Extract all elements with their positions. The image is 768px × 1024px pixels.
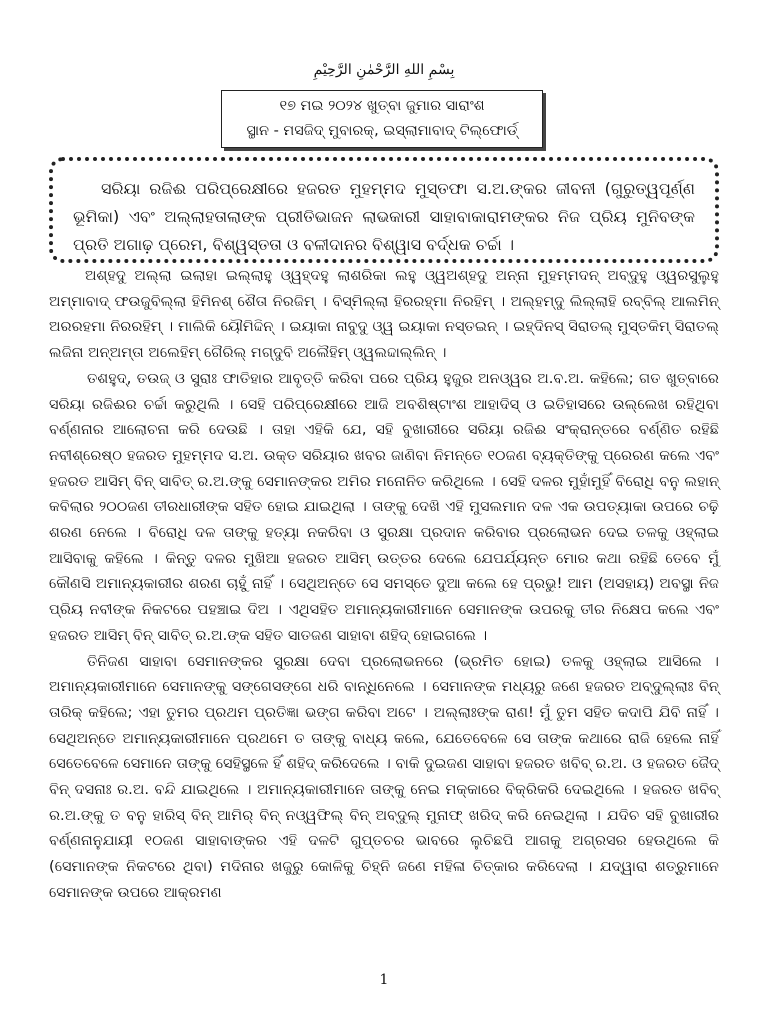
location-line: ସ୍ଥାନ - ମସଜିଦ୍ ମୁବାରକ୍, ଇସ୍‌ଲାମାବାଦ୍ ଟିଲ୍‌ଫୋର୍ଡ୍ bbox=[246, 123, 518, 139]
khutba-title: ୧୭ ମଇ ୨୦୨୪ ଖୁତ୍‌ବା ଜୁମାର ସାରାଂଶ bbox=[279, 98, 485, 114]
summary-box: ସରିୟା ରଜିଈ ପରିପ୍ରେକ୍ଷୀରେ ହଜରତ ମୁହମ୍ମଦ ମୁସ୍ତଫା ସ.ଅ.ଙ୍କର ଜୀବନୀ (ଗୁରୁତ୍ୱପୂର୍ଣ୍ଣ ଭୂମିକା) ଏବଂ ଅଲ୍ଲାହତାଲାଙ୍କ ପ୍ରୀତିଭାଜନ ଲାଭକାରୀ ସାହାବାକାରାମଙ୍କର ନିଜ ପ୍ରିୟ ମୁନିବଙ୍କ ପ୍ରତି ଅଗାଢ଼ ପ୍ରେମ, ବିଶ୍ୱସ୍ତତା ଓ ବଳୀଦାନର ବିଶ୍ୱାସ ବର୍ଦ୍ଧକ ଚର୍ଚ୍ଚା । bbox=[49, 157, 719, 263]
page-number: 1 bbox=[379, 972, 389, 988]
body-text bbox=[49, 263, 719, 906]
arabic-transliteration-paragraph: ଅଶ୍‌ହଦୁ ଅଲ୍ଲା ଇଲାହା ଇଲ୍ଲାହୁ ଓ୍ୱହ୍‌ଦହୁ ଲାଶରିକା ଲହୁ ଓ୍ୱଅଶ୍‌ହଦୁ ଅନ୍ନା ମୁହମ୍ମଦନ୍ ଅବ୍‌ଦୁହୁ ଓ୍ୱରସୁଲୁହୁ ଅମ୍ମାବାଦ୍ ଫଉଜୁବିଲ୍ଲା ହିମିନଶ୍ ଶୈତା ନିରଜିମ୍ । ବିସ୍‌ମିଲ୍ଲା ହିରରହ୍‌ମା ନିରହିମ୍ । ଅଲ୍‌ହମ୍‌ଦୁ ଲିଲ୍ଲାହି ରବ୍ବିଲ୍ ଆଲମିନ୍ ଅରରହମା ନିରରହିମ୍ । ମାଲିକି ୟୌମିଦ୍ଦିନ୍ । ଇୟାକା ନାବୁଦୁ ଓ୍ୱ ଇୟାକା ନସ୍ତଇନ୍ । ଇହ୍‌ଦିନସ୍ ସିରାତଲ୍ ମୁସ୍ତକିମ୍ ସିରାତଲ୍ ଲଜିନା ଅନ୍‌ଅମ୍‌ତା ଅଲେହିମ୍ ଗୈରିଲ୍ ମଗ୍‌ଦୁବି ଅଲୈହିମ୍ ଓ୍ୱଲଦ୍ଦାଲ୍ଲିନ୍ । bbox=[49, 267, 719, 362]
body-paragraph-1: ତଶହୁଦ୍, ତଉଜ୍ ଓ ସୁରାଃ ଫାତିହାର ଆବୃତ୍ତି କରିବା ପରେ ପ୍ରିୟ ହୁଜୁର ଅନଓ୍ୱର ଅ.ବ.ଅ. କହିଲେ; ଗତ ଖୁତ୍‌ବାରେ ସରିୟା ରଜିଈର ଚର୍ଚ୍ଚା କରୁଥିଲି । ସେହି ପରିପ୍ରେକ୍ଷୀରେ ଆଜି ଅବଶିଷ୍ଟାଂଶ ଆହାଦିସ୍ ଓ ଇତିହାସରେ ଉଲ୍ଲେଖ ରହିଥିବା ବର୍ଣ୍ଣନାର ଆଲୋଚନା କରି ଦେଉଛି । ତାହା ଏହିକି ଯେ, ସହି ବୁଖାରୀରେ ସରିୟା ରଜିଈ ସଂକ୍ରାନ୍ତରେ ବର୍ଣ୍ଣିତ ରହିଛି ନବୀଶ୍ରେଷ୍ଠ ହଜରତ ମୁହମ୍ମଦ ସ.ଅ. ଉକ୍ତ ସରିୟାର ଖବର ଜାଣିବା ନିମନ୍ତେ ୧୦ଜଣ ବ୍ୟକ୍ତିଙ୍କୁ ପ୍ରେରଣ କଲେ ଏବଂ ହଜରତ ଆସିମ୍ ବିନ୍ ସାବିତ୍ ର.ଅ.ଙ୍କୁ ସେମାନଙ୍କର ଅମିର ମନୋନିତ କରିଥିଲେ । ସେହି ଦଳର ମୁହାଁମୁହିଁ ବିରୋଧି ବନୁ ଲହାନ୍ କବିଲାର ୨୦୦ଜଣ ତୀରଧାରୀଙ୍କ ସହିତ ହୋଇ ଯାଇଥିଲା । ତାଙ୍କୁ ଦେଖି ଏହି ମୁସଲମାନ ଦଳ ଏକ ଉପତ୍ୟାକା ଉପରେ ଚଢ଼ି ଶରଣ ନେଲେ । ବିରୋଧି ଦଳ ତାଙ୍କୁ ହତ୍ୟା ନକରିବା ଓ ସୁରକ୍ଷା ପ୍ରଦାନ କରିବାର ପ୍ରଲୋଭନ ଦେଇ ତଳକୁ ଓହ୍ଲାଇ ଆସିବାକୁ କହିଲେ । କିନ୍ତୁ ଦଳର ମୁଖିଆ ହଜରତ ଆସିମ୍ ଉତ୍ତର ଦେଲେ ଯେପର୍ଯ୍ୟନ୍ତ ମୋର କଥା ରହିଛି ତେବେ ମୁଁ କୌଣସି ଅମାନ୍ୟକାରୀର ଶରଣ ଚାହୁଁ ନାହିଁ । ସେଥିଅନ୍ତେ ସେ ସମସ୍ତେ ଦୁଆ କଲେ ହେ ପ୍ରଭୁ! ଆମ (ଅସହାୟ) ଅବସ୍ଥା ନିଜ ପ୍ରିୟ ନବୀଙ୍କ ନିକଟରେ ପହଞ୍ଚାଇ ଦିଅ । ଏଥିସହିତ ଅମାନ୍ୟକାରୀମାନେ ସେମାନଙ୍କ ଉପରକୁ ତୀର ନିକ୍ଷେପ କଲେ ଏବଂ ହଜରତ ଆସିମ୍ ବିନ୍ ସାବିତ୍ ର.ଅ.ଙ୍କ ସହିତ ସାତଜଣ ସାହାବା ଶହିଦ୍ ହୋଇଗଲେ । bbox=[49, 369, 719, 644]
bismillah-heading: بِسْمِ اللهِ الرَّحْمٰنِ الرَّحِيْمِ bbox=[313, 62, 455, 78]
body-paragraph-2: ତିନିଜଣ ସାହାବା ସେମାନଙ୍କର ସୁରକ୍ଷା ଦେବା ପ୍ରଲୋଭନରେ (ଭ୍ରମିତ ହୋଇ) ତଳକୁ ଓହ୍ଲାଇ ଆସିଲେ । ଅମାନ୍ୟକାରୀମାନେ ସେମାନଙ୍କୁ ସଙ୍ଗେସଙ୍ଗେ ଧରି ବାନ୍ଧିନେଲେ । ସେମାନଙ୍କ ମଧ୍ୟରୁ ଜଣେ ହଜରତ ଅବ୍‌ଦୁଲ୍ଲାଃ ବିନ୍ ତାରିକ୍ କହିଲେ; ଏହା ତୁମର ପ୍ରଥମ ପ୍ରତିଜ୍ଞା ଭଙ୍ଗ କରିବା ଅଟେ । ଅଲ୍ଲାଃଙ୍କ ରାଣ! ମୁଁ ତୁମ ସହିତ କଦାପି ଯିବି ନାହିଁ । ସେଥିଅନ୍ତେ ଅମାନ୍ୟକାରୀମାନେ ପ୍ରଥମେ ତ ତାଙ୍କୁ ବାଧ୍ୟ କଲେ, ଯେତେବେଳେ ସେ ତାଙ୍କ କଥାରେ ରାଜି ହେଲେ ନାହିଁ ସେତେବେଳେ ସେମାନେ ତାଙ୍କୁ ସେହିସ୍ଥଳେ ହିଁ ଶହିଦ୍ କରିଦେଲେ । ବାକି ଦୁଇଜଣ ସାହାବା ହଜରତ ଖବିବ୍ ର.ଅ. ଓ ହଜରତ ଜୈଦ୍ ବିନ୍ ଦସନାଃ ର.ଅ. ବନ୍ଦି ଯାଇଥିଲେ । ଅମାନ୍ୟକାରୀମାନେ ତାଙ୍କୁ ନେଇ ମକ୍କାରେ ବିକ୍ରିକରି ଦେଇଥିଲେ । ହଜରତ ଖବିବ୍ ର.ଅ.ଙ୍କୁ ତ ବନୁ ହାରିସ୍ ବିନ୍ ଆମିର୍ ବିନ୍ ନଓ୍ୱଫିଲ୍ ବିନ୍ ଅବ୍‌ଦୁଲ୍ ମୁନାଫ୍ ଖରିଦ୍ କରି ନେଇଥିଲା । ଯଦିଚ ସହି ବୁଖାରୀର ବର୍ଣ୍ଣନାନୁଯାୟୀ ୧୦ଜଣ ସାହାବାଙ୍କର ଏହି ଦଳଟି ଗୁପ୍ତଚର ଭାବରେ ଲୁଚିଛପି ଆଗକୁ ଅଗ୍ରସର ହେଉଥିଲେ କି (ସେମାନଙ୍କ ନିକଟରେ ଥିବା) ମଦିନାର ଖଜୁରୁ କୋଳିକୁ ଚିହ୍ନି ଜଣେ ମହିଳା ଚିତ୍କାର କରିଦେଲା । ଯଦ୍ୱାରା ଶତ୍ରୁମାନେ ସେମାନଙ୍କ ଉପରେ ଆକ୍ରମଣ bbox=[49, 652, 719, 901]
title-box bbox=[221, 90, 543, 148]
